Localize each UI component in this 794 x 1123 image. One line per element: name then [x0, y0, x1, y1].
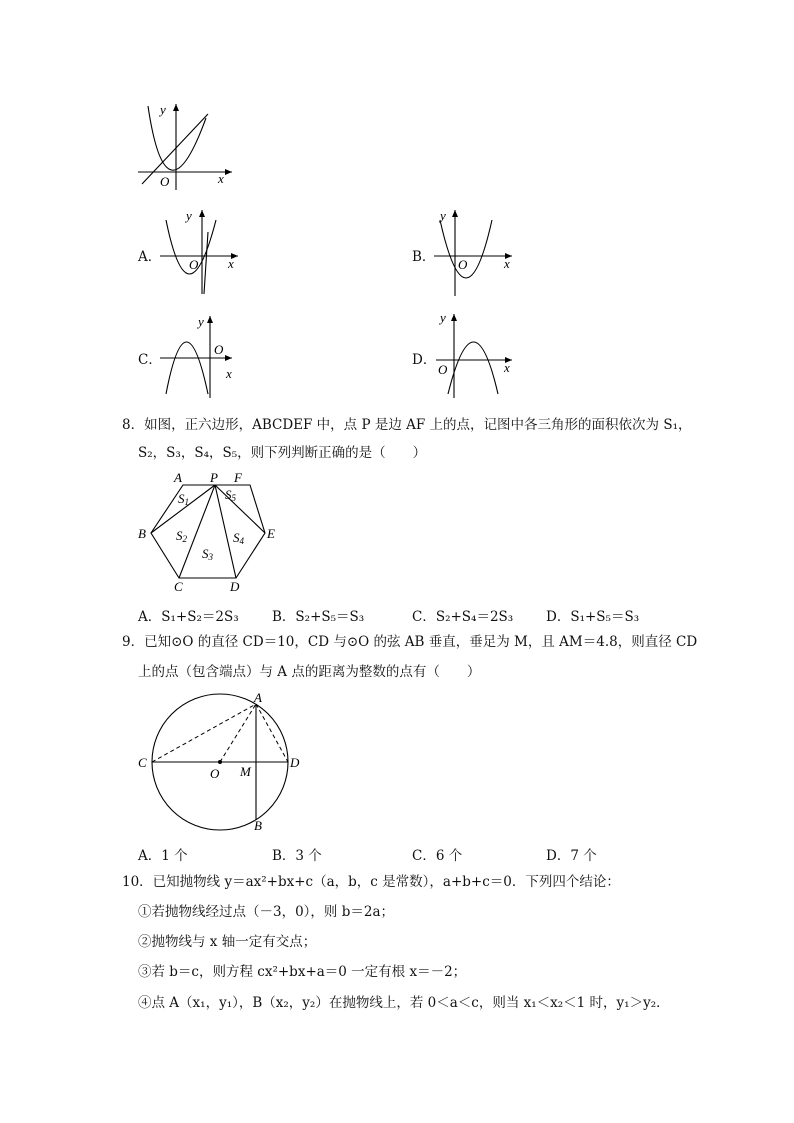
q7-main-y-label: y — [160, 102, 166, 117]
q8-stem-line1: 8．如图，正六边形，ABCDEF 中，点 P 是边 AF 上的点，记图中各三角形的面积依次为 S₁， — [122, 417, 692, 433]
q7-d-x-label: x — [504, 360, 510, 375]
q7-b-origin-label: O — [458, 257, 468, 272]
q7-a-x-label: x — [228, 256, 234, 271]
hex-label-s3: S3 — [202, 546, 213, 562]
hexagon-figure — [134, 470, 284, 594]
q7-option-c-letter[interactable]: C． — [138, 352, 162, 368]
q9-option-a[interactable]: A．1 个 — [138, 848, 188, 864]
q7-main-x-label: x — [218, 171, 224, 186]
hex-label-s1: S1 — [178, 491, 189, 507]
q7-main-origin-label: O — [160, 174, 170, 189]
hex-label-d: D — [230, 579, 240, 594]
hex-label-s4: S4 — [233, 530, 244, 546]
q7-option-c-graph[interactable] — [158, 312, 248, 402]
q9-option-d[interactable]: D．7 个 — [546, 848, 597, 864]
q9-stem-line2: 上的点（包含端点）与 A 点的距离为整数的点有（ ） — [138, 664, 481, 680]
q7-option-b-letter[interactable]: B． — [412, 249, 436, 265]
hex-label-a: A — [174, 470, 182, 485]
circle-label-d: D — [290, 755, 300, 770]
q7-d-origin-label: O — [438, 362, 448, 377]
circle-label-o: O — [210, 766, 220, 781]
q10-statement-3: ③若 b＝c，则方程 cx²+bx+a＝0 一定有根 x＝－2； — [138, 964, 467, 980]
q7-option-d-letter[interactable]: D． — [412, 352, 437, 368]
q8-option-c[interactable]: C．S₂+S₄＝2S₃ — [412, 609, 514, 625]
q7-d-y-label: y — [440, 310, 446, 325]
hex-label-p: P — [210, 470, 218, 485]
q9-option-c[interactable]: C．6 个 — [412, 848, 463, 864]
q7-main-graph — [130, 98, 240, 194]
hex-label-f: F — [234, 470, 242, 485]
hex-label-s5: S5 — [225, 487, 236, 503]
q8-option-a[interactable]: A．S₁+S₂＝2S₃ — [138, 609, 239, 625]
q7-c-y-label: y — [198, 314, 204, 329]
q10-statement-2: ②抛物线与 x 轴一定有交点； — [138, 934, 317, 950]
circle-label-c: C — [138, 755, 147, 770]
q7-a-y-label: y — [186, 208, 192, 223]
circle-figure — [130, 690, 310, 836]
q7-option-b-graph[interactable] — [430, 206, 520, 298]
hex-label-e: E — [267, 526, 275, 541]
q7-option-a-letter[interactable]: A． — [138, 249, 162, 265]
q9-option-b[interactable]: B．3 个 — [272, 848, 322, 864]
q7-option-d-graph[interactable] — [432, 310, 522, 402]
q7-option-a-graph[interactable] — [158, 206, 248, 296]
q8-option-b[interactable]: B．S₂+S₅＝S₃ — [272, 609, 365, 625]
q10-statement-4: ④点 A（x₁，y₁），B（x₂，y₂）在抛物线上，若 0＜a＜c，则当 x₁＜x₂＜1 时，y₁＞y₂． — [138, 995, 670, 1011]
q7-b-x-label: x — [504, 256, 510, 271]
circle-label-a: A — [254, 690, 262, 705]
circle-label-m: M — [240, 764, 251, 779]
q7-c-x-label: x — [226, 366, 232, 381]
q7-a-origin-label: O — [189, 257, 199, 272]
q9-stem-line1: 9．已知⊙O 的直径 CD＝10，CD 与⊙O 的弦 AB 垂直，垂足为 M，且 AM＝4.8，则直径 CD — [122, 634, 698, 650]
hex-label-b: B — [138, 526, 146, 541]
q8-option-d[interactable]: D．S₁+S₅＝S₃ — [546, 609, 640, 625]
q8-stem-line2: S₂，S₃，S₄，S₅，则下列判断正确的是（ ） — [138, 445, 427, 461]
q7-c-origin-label: O — [214, 342, 224, 357]
q10-statement-1: ①若抛物线经过点（－3，0），则 b＝2a； — [138, 904, 394, 920]
circle-label-b: B — [254, 818, 262, 833]
hex-label-c: C — [174, 579, 183, 594]
hex-label-s2: S2 — [176, 528, 187, 544]
q7-b-y-label: y — [440, 208, 446, 223]
q10-stem: 10．已知抛物线 y＝ax²+bx+c（a，b，c 是常数），a+b+c＝0．下列四个结论： — [122, 874, 620, 890]
